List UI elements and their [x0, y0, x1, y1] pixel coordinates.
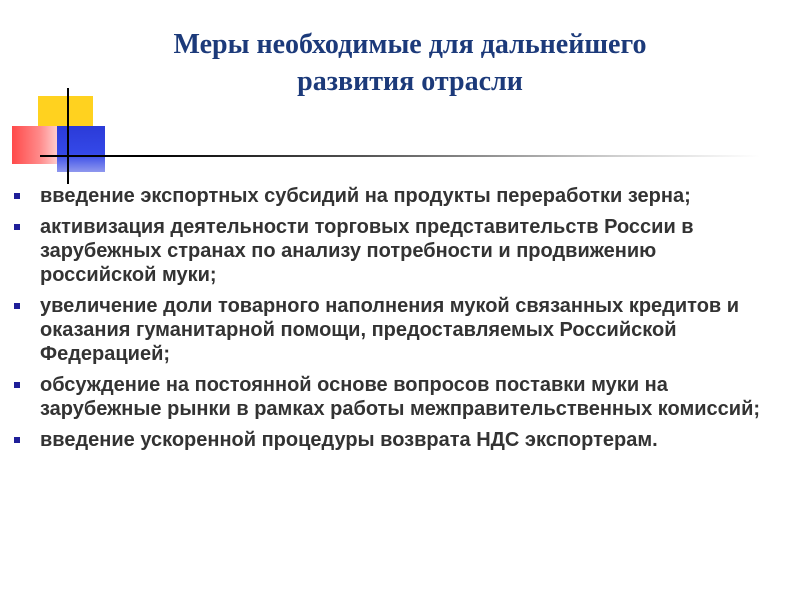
slide-title-line-2: развития отрасли [297, 66, 523, 97]
square-bullet-icon [14, 193, 20, 199]
square-bullet-icon [14, 437, 20, 443]
title-divider-line [40, 155, 760, 157]
square-bullet-icon [14, 224, 20, 230]
slide-title [120, 26, 700, 100]
bullet-item [14, 373, 774, 421]
square-bullet-icon [14, 303, 20, 309]
bullet-item [14, 428, 774, 452]
bullet-item [14, 184, 774, 208]
bullet-text: введение экспортных субсидий на продукты переработки зерна; [40, 185, 691, 207]
red-square-decoration [12, 126, 58, 164]
bullet-text: обсуждение на постоянной основе вопросов поставки муки на зарубежные рынки в рамках работы межправительственных комиссий; [40, 374, 761, 420]
bullet-item [14, 294, 774, 366]
slide-title-line-1: Меры необходимые для дальнейшего [173, 29, 647, 60]
vertical-line-decoration [67, 88, 69, 184]
bullet-list [14, 184, 774, 459]
square-bullet-icon [14, 382, 20, 388]
bullet-text: введение ускоренной процедуры возврата НДС экспортерам. [40, 429, 658, 451]
bullet-text: активизация деятельности торговых представительств России в зарубежных странах по анализу потребности и продвижению российской муки; [40, 216, 694, 286]
bullet-item [14, 215, 774, 287]
blue-square-decoration [57, 126, 105, 172]
bullet-text: увеличение доли товарного наполнения мукой связанных кредитов и оказания гуманитарной помощи, предоставляемых Российской Федерацией; [40, 295, 740, 365]
